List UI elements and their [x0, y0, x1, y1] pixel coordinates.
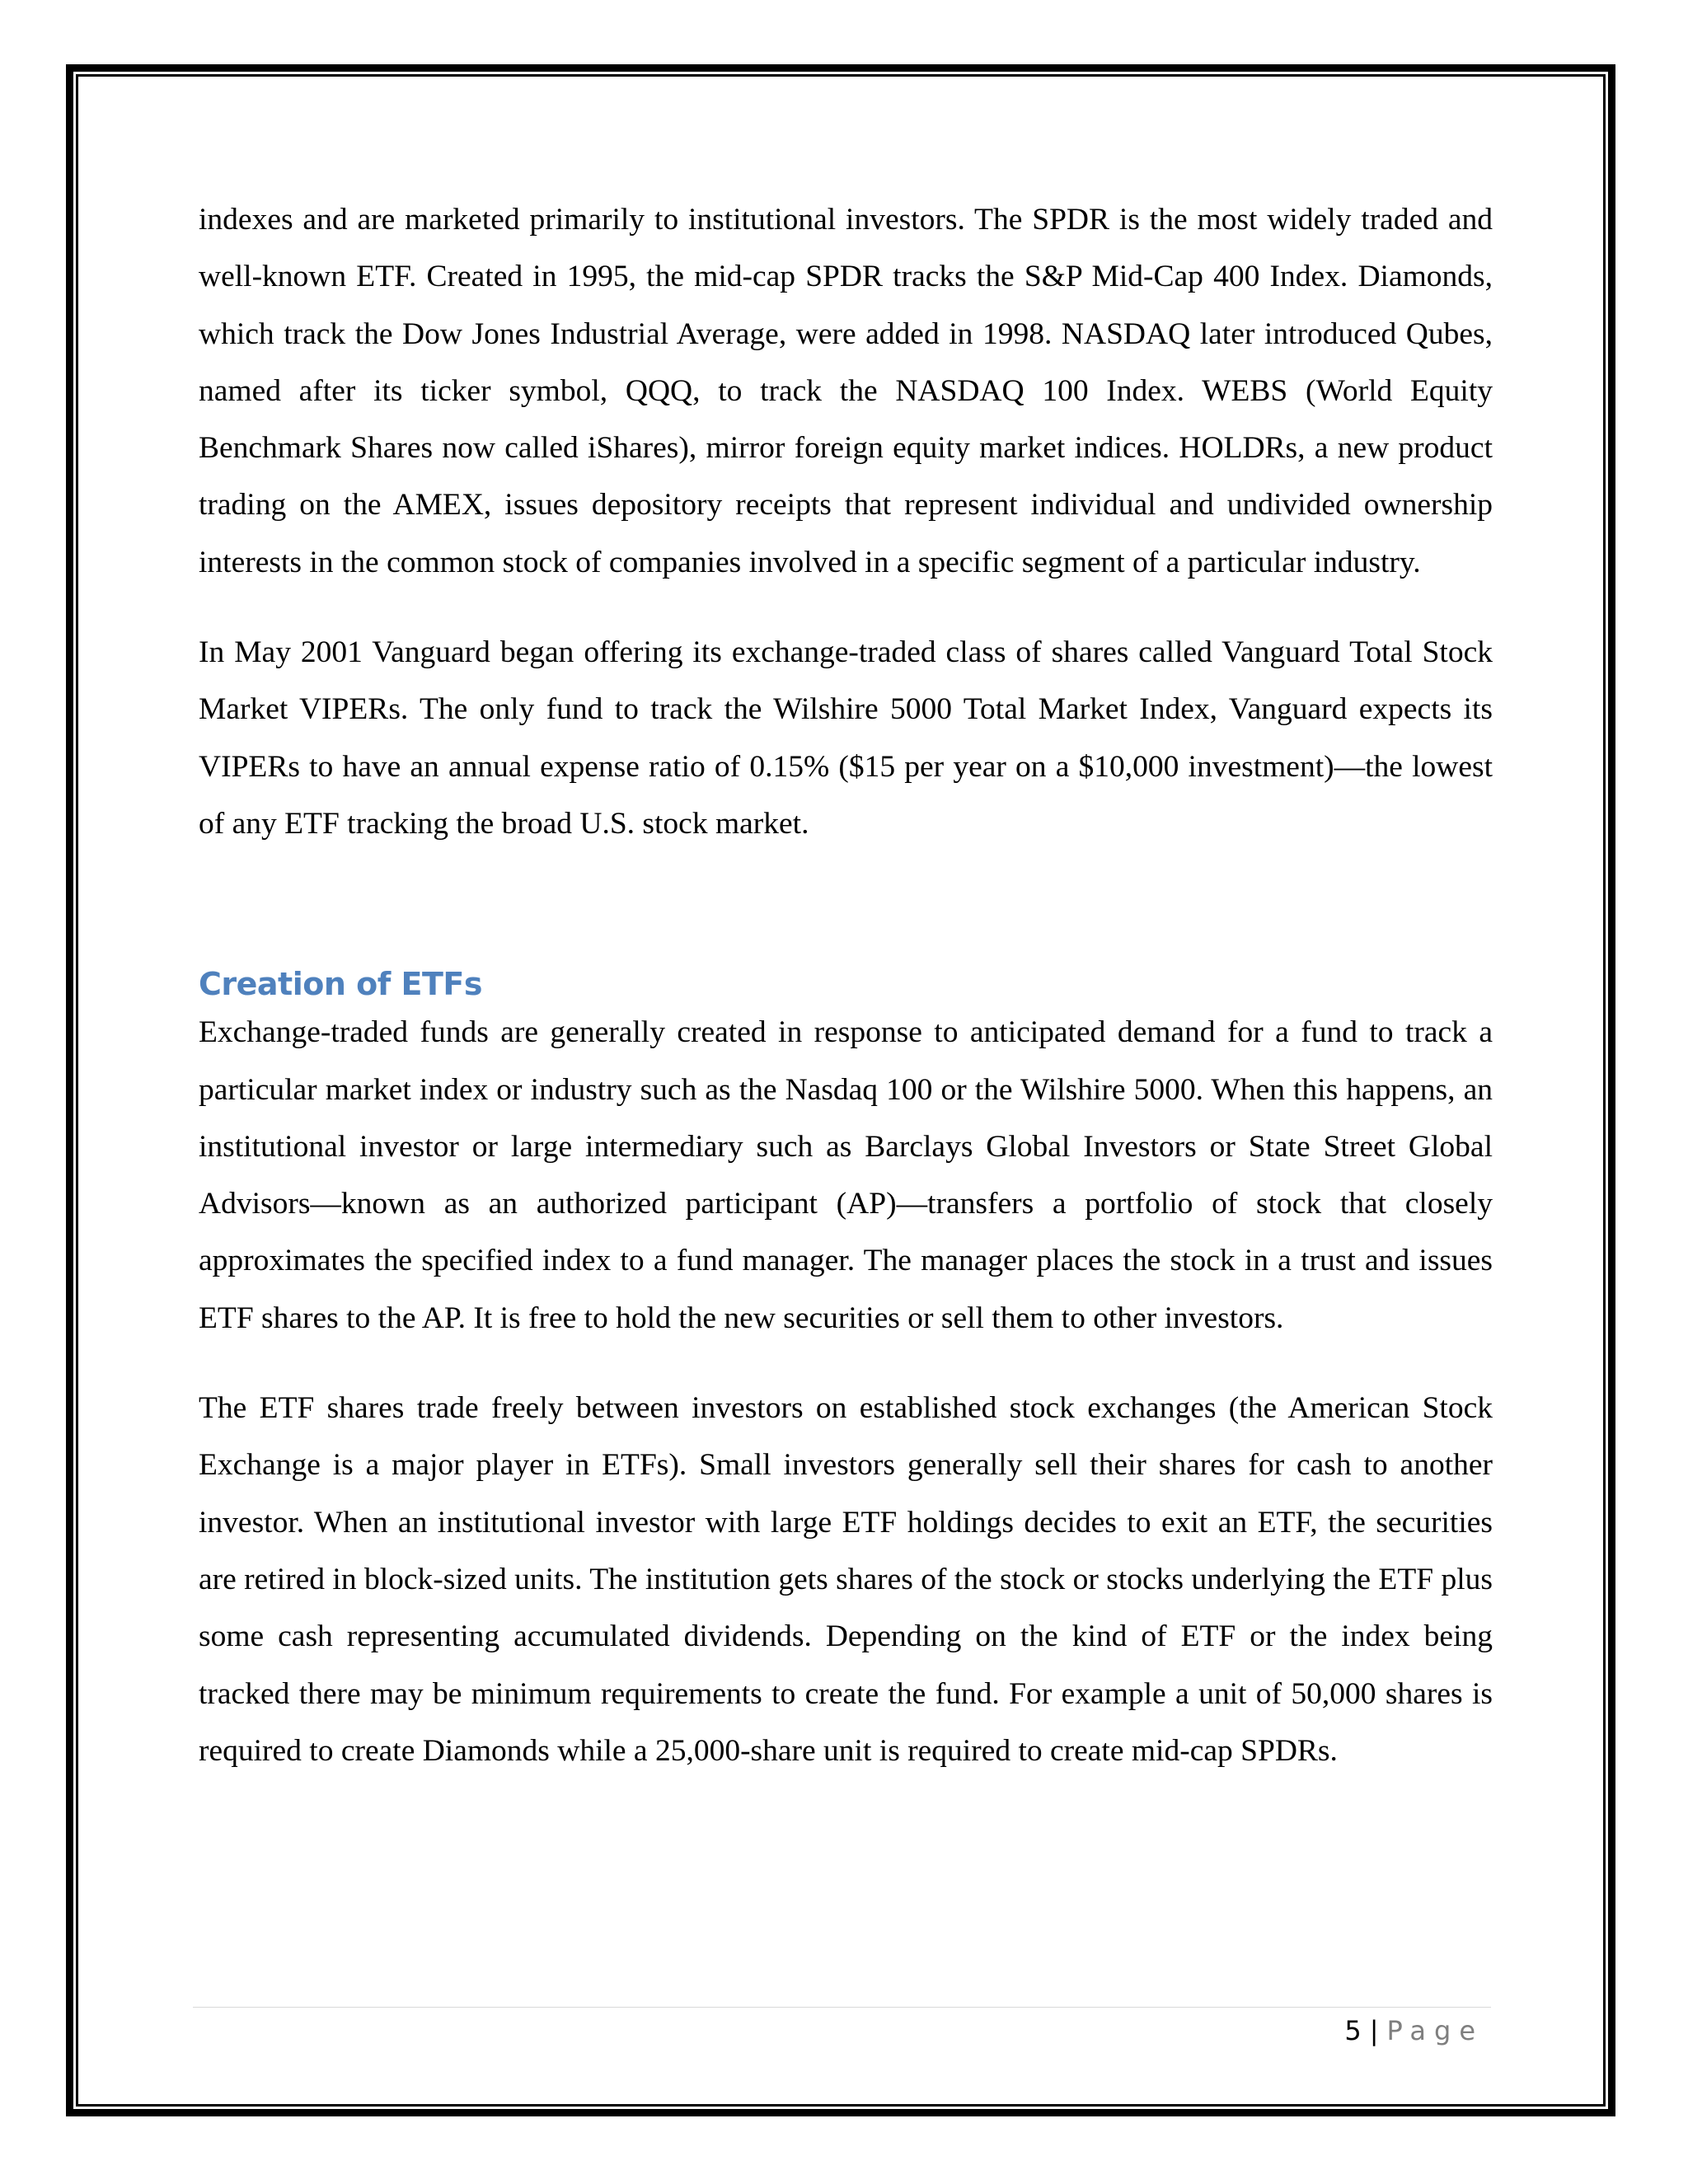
page-number: 5 — [1344, 2015, 1362, 2046]
paragraph-etf-trading: The ETF shares trade freely between investors on established stock exchanges (the American Stock Exchange is a major player in ETFs). Small investors generally sell their shares for cash to another investor. When an institutional investor with large ETF holdings decides to exit an ETF, the securities are retired in block-sized units. The institution gets shares of the stock or stocks underlying the ETF plus some cash representing accumulated dividends. Depending on the kind of ETF or the index being tracked there may be minimum requirements to create the fund. For example a unit of 50,000 shares is required to create Diamonds while a 25,000-share unit is required to create mid-cap SPDRs. — [199, 1391, 1493, 1768]
footer-separator: | — [1369, 2015, 1379, 2046]
paragraph-etf-creation: Exchange-traded funds are generally created in response to anticipated demand for a fund to track a particular market index or industry such as the Nasdaq 100 or the Wilshire 5000. When this happens, an institutional investor or large intermediary such as Barclays Global Investors or State Street Global Advisors—known as an authorized participant (AP)—transfers a portfolio of stock that closely approximates the specified index to a fund manager. The manager places the stock in a trust and issues ETF shares to the AP. It is free to hold the new securities or sell them to other investors. — [199, 1015, 1493, 1335]
paragraph-etf-types: indexes and are marketed primarily to institutional investors. The SPDR is the most widely traded and well-known ETF. Created in 1995, the mid-cap SPDR tracks the S&P Mid-Cap 400 Index. Diamonds, which track the Dow Jones Industrial Average, were added in 1998. NASDAQ later introduced Qubes, named after its ticker symbol, QQQ, to track the NASDAQ 100 Index. WEBS (World Equity Benchmark Shares now called iShares), mirror foreign equity market indices. HOLDRs, a new product trading on the AMEX, issues depository receipts that represent individual and undivided ownership interests in the common stock of companies involved in a specific segment of a particular industry. — [199, 203, 1493, 579]
paragraph-vanguard-vipers: In May 2001 Vanguard began offering its exchange-traded class of shares called Vanguard Total Stock Market VIPERs. The only fund to track the Wilshire 5000 Total Market Index, Vanguard expects its VIPERs to have an annual expense ratio of 0.15% ($15 per year on a $10,000 investment)—the lowest of any ETF tracking the broad U.S. stock market. — [199, 635, 1493, 841]
footer-divider — [193, 2007, 1491, 2008]
page-label: Page — [1386, 2015, 1484, 2046]
document-body — [199, 191, 1493, 1779]
page-footer — [1344, 2009, 1484, 2052]
section-heading-creation-of-etfs: Creation of ETFs — [199, 966, 482, 1003]
